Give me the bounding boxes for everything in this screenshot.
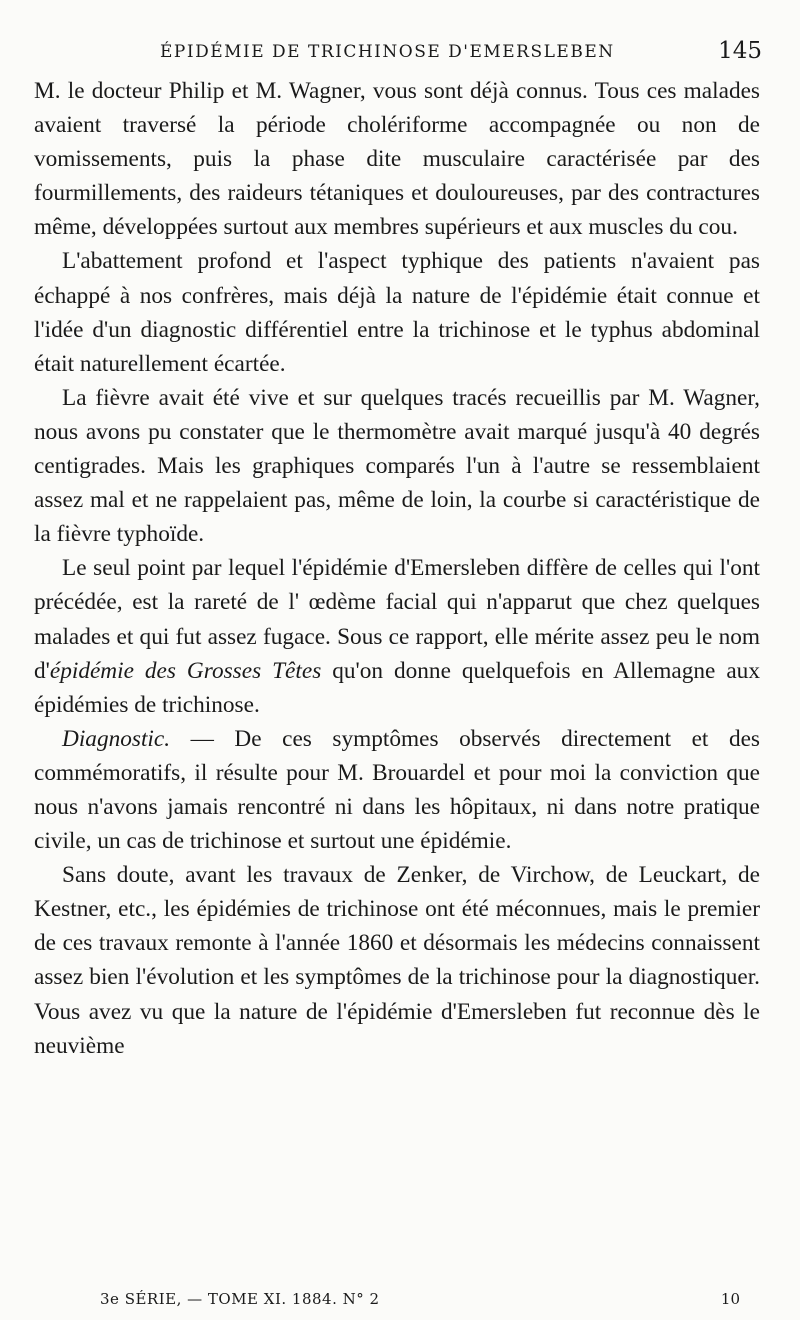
- page-number: 145: [718, 38, 762, 64]
- series-note: 3e SÉRIE, — TOME XI. 1884. N° 2: [100, 1290, 380, 1308]
- paragraph-2: L'abattement profond et l'aspect typhique des patients n'avaient pas échappé à nos confrères, mais déjà la nature de l'épidémie était connue et l'idée d'un diagnostic différentiel entre la trichinose et le typhus abdominal était naturellement écartée.: [34, 248, 760, 377]
- paragraph-1: M. le docteur Philip et M. Wagner, vous sont déjà connus. Tous ces malades avaient traversé la période cholériforme accompagnée ou non de vomissements, puis la phase dite musculaire caractérisée par des fourmillements, des raideurs tétaniques et douloureuses, par des contractures même, développées surtout aux membres supérieurs et aux muscles du cou.: [34, 78, 760, 241]
- running-title: ÉPIDÉMIE DE TRICHINOSE D'EMERSLEBEN: [160, 42, 615, 62]
- paragraph-4-text: Le seul point par lequel l'épidémie d'Emersleben diffère de celles qui l'ont précédée, est la rareté de l' œdème facial qui n'apparut que chez quelques malades et qui fut assez fugace. Sous ce rapport, elle mérite assez peu le nom d': [34, 555, 760, 684]
- paragraph-4-text-end: qu'on donne quelquefois en Allemagne aux épidémies de trichinose.: [34, 657, 760, 718]
- paragraph-4-emphasis: épidémie des Grosses Têtes: [49, 657, 322, 684]
- signature-mark: 10: [720, 1290, 740, 1308]
- page-footer: [100, 1290, 740, 1312]
- paragraph-6: Sans doute, avant les travaux de Zenker, de Virchow, de Leuckart, de Kestner, etc., les épidémies de trichinose ont été méconnues, mais le premier de ces travaux remonte à l'année 1860 et désormais les médecins connaissent assez bien l'évolution et les symptômes de la trichinose pour la diagnostiquer. Vous avez vu que la nature de l'épidémie d'Emersleben fut reconnue dès le neuvième: [34, 862, 760, 1059]
- running-head: [32, 38, 762, 68]
- section-heading-diagnostic: Diagnostic.: [62, 725, 171, 752]
- paragraph-4: [34, 551, 760, 721]
- paragraph-3: La fièvre avait été vive et sur quelques tracés recueillis par M. Wagner, nous avons pu constater que le thermomètre avait marqué jusqu'à 40 degrés centigrades. Mais les graphiques comparés l'un à l'autre se ressemblaient assez mal et ne rappelaient pas, même de loin, la courbe si caractéristique de la fièvre typhoïde.: [34, 384, 760, 548]
- paragraph-5-text: — De ces symptômes observés directement et des commémoratifs, il résulte pour M. Brouardel et pour moi la conviction que nous n'avons jamais rencontré ni dans les hôpitaux, ni dans notre pratique civile, un cas de trichinose et surtout une épidémie.: [34, 725, 760, 855]
- paragraph-5: [34, 722, 760, 858]
- body-text: [34, 74, 760, 1063]
